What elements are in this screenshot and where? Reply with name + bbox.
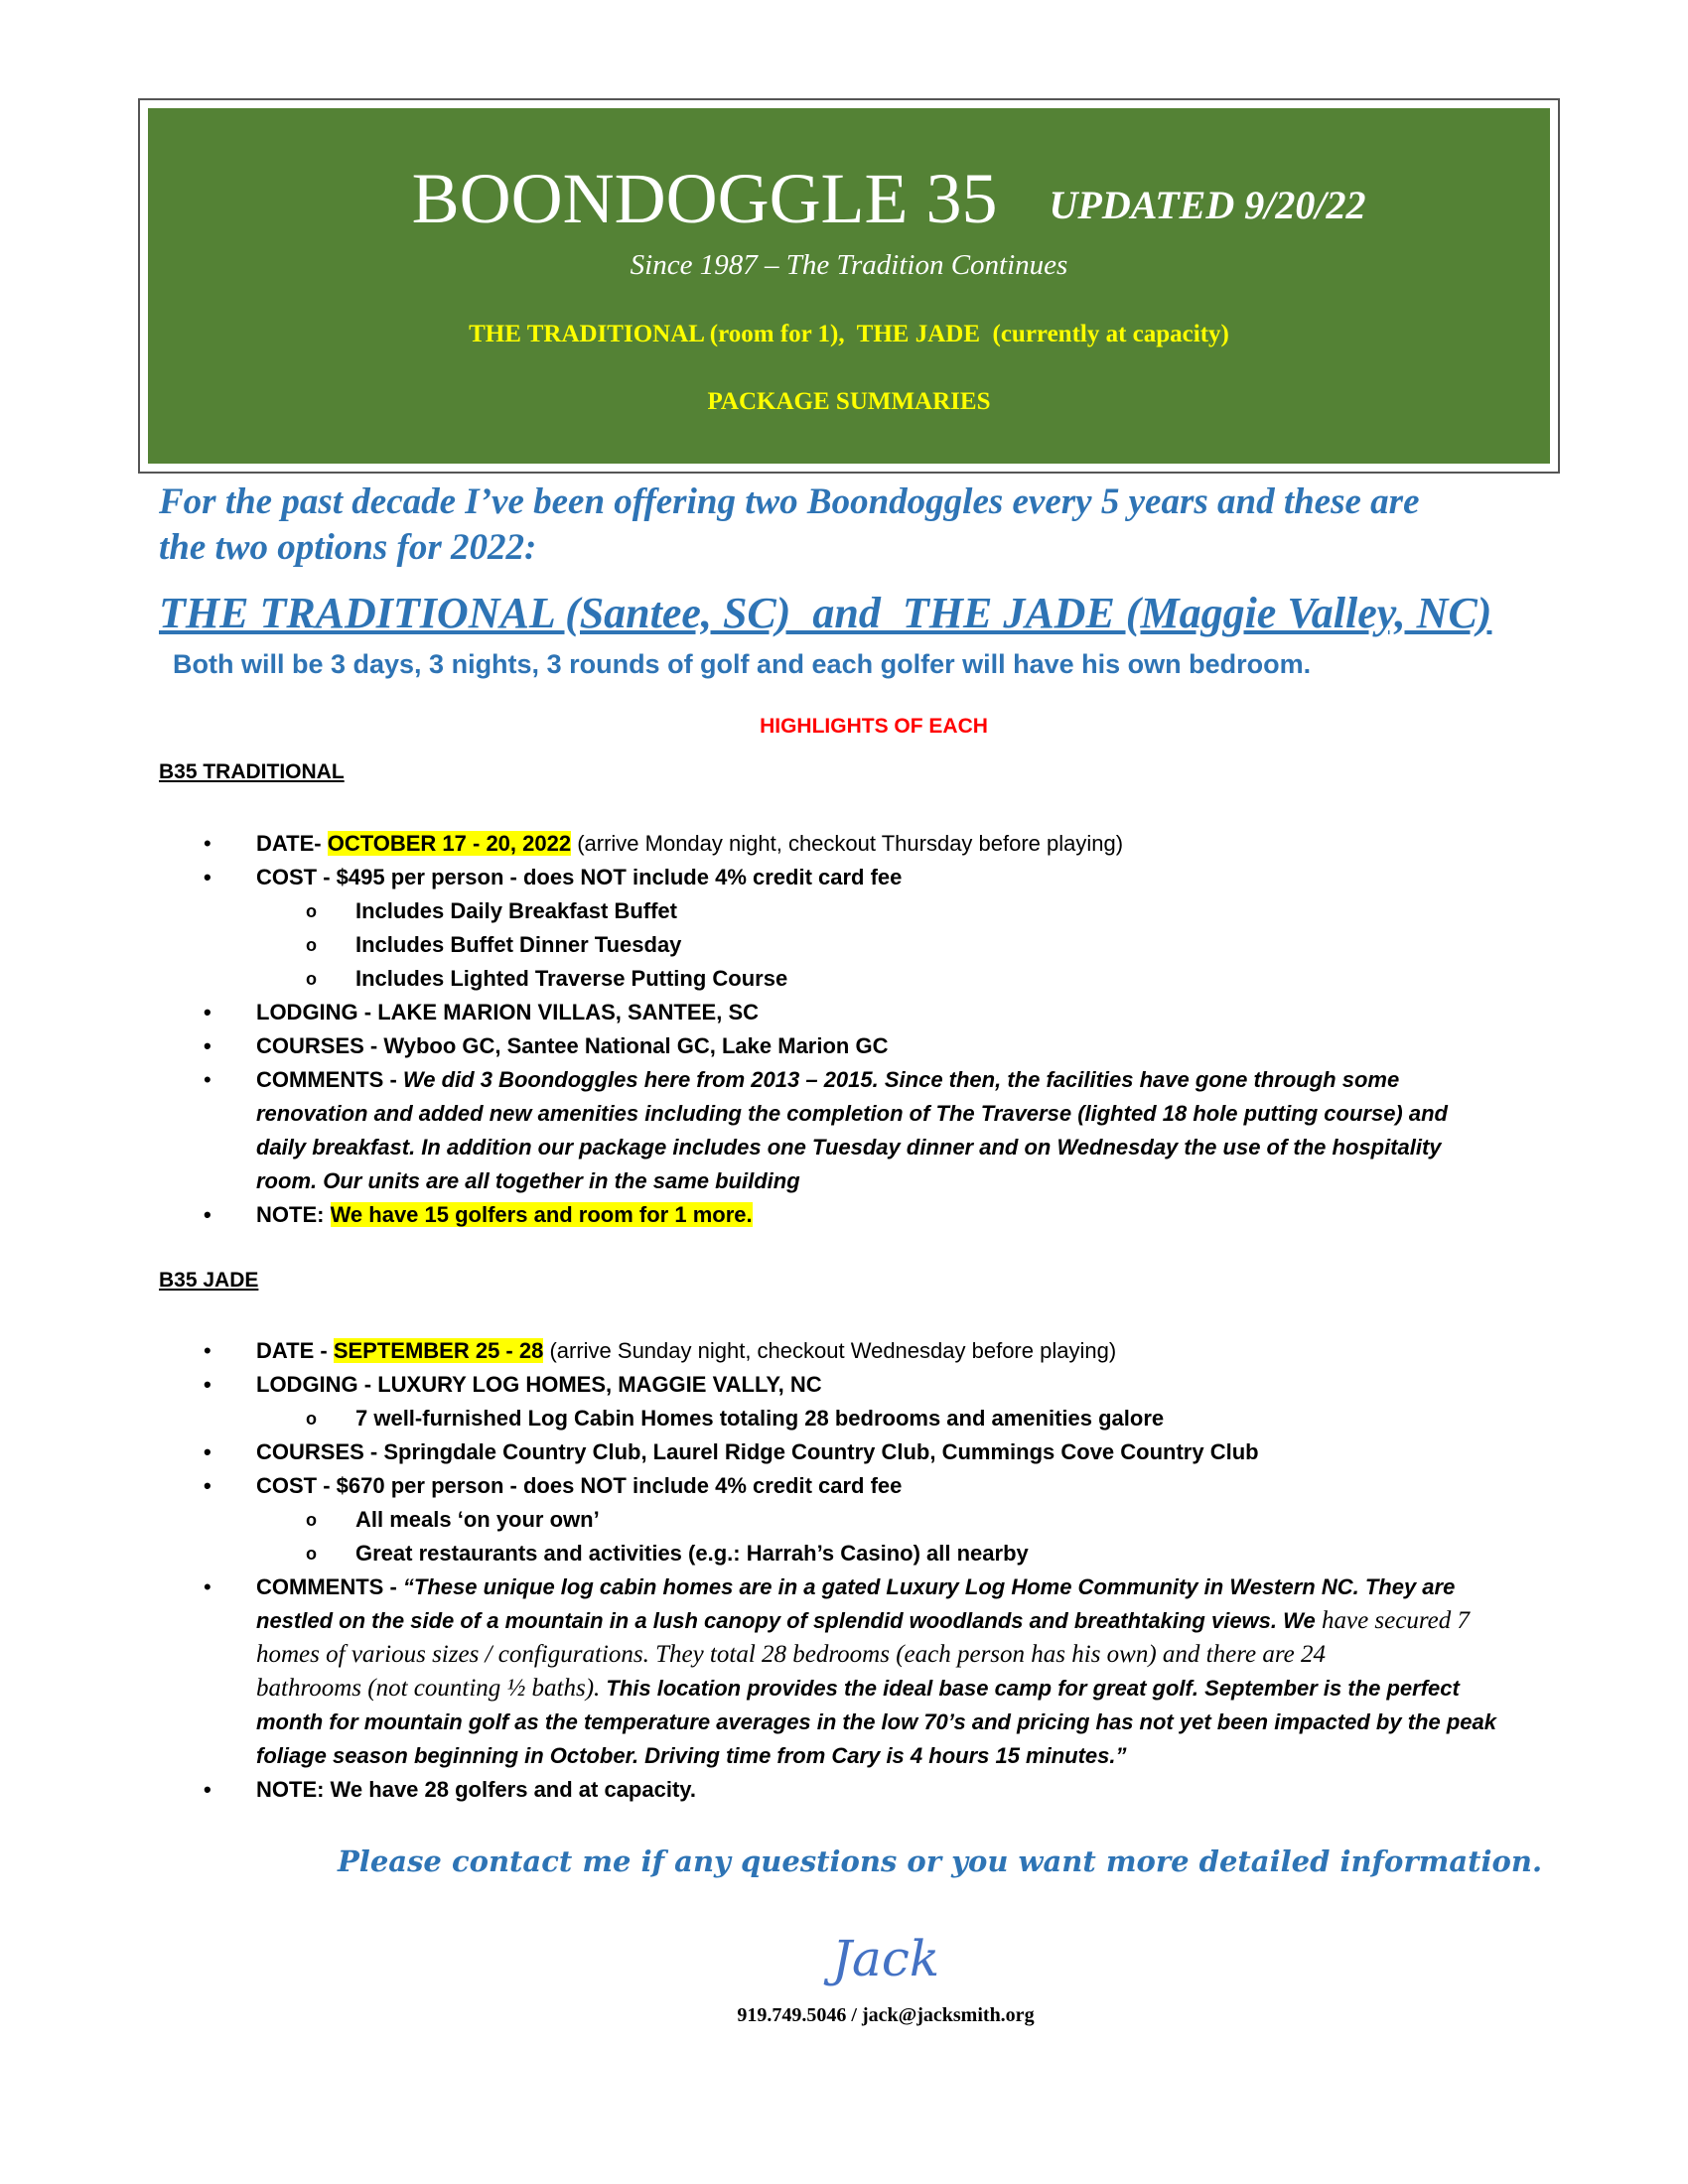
list-item: o Includes Lighted Traverse Putting Course xyxy=(0,962,1688,996)
event-title: BOONDOGGLE 35 xyxy=(411,159,998,238)
jade-date: • DATE - SEPTEMBER 25 - 28 (arrive Sunday night, checkout Wednesday before playing) xyxy=(0,1334,1688,1368)
traditional-comments: • COMMENTS - We did 3 Boondoggles here from 2013 – 2015. Since then, the facilities have gone through some renovation and added new amenities including the completion of The Traverse (lighted 18 hole putting course) and daily breakfast. In addition our package includes one Tuesday dinner and on Wednesday the use of the hospitality room. Our units are all together in the same building xyxy=(0,1063,1688,1198)
traditional-note: • NOTE: We have 15 golfers and room for 1 more. xyxy=(0,1198,1688,1232)
options-title: THE TRADITIONAL (Santee, SC) and THE JADE (Maggie Valley, NC) xyxy=(159,589,1492,637)
highlights-heading: HIGHLIGHTS OF EACH xyxy=(760,715,988,738)
options-summary: Both will be 3 days, 3 nights, 3 rounds of golf and each golfer will have his own bedroom. xyxy=(173,649,1312,679)
header-banner xyxy=(148,108,1550,464)
jade-list xyxy=(0,1334,1688,1807)
jade-cost: • COST - $670 per person - does NOT include 4% credit card fee xyxy=(0,1469,1688,1503)
jade-comments: • COMMENTS - “These unique log cabin homes are in a gated Luxury Log Home Community in Western NC. They are nestled on the side of a mountain in a lush canopy of splendid woodlands and breathtaking views. We have secured 7 homes of various sizes / configurations. They total 28 bedrooms (each person has his own) and there are 24 bathrooms (not counting ½ baths). This location provides the ideal base camp for great golf. September is the perfect month for mountain golf as the temperature averages in the low 70’s and pricing has not yet been impacted by the peak foliage season beginning in October. Driving time from Cary is 4 hours 15 minutes.” xyxy=(0,1570,1688,1773)
list-item: o All meals ‘on your own’ xyxy=(0,1503,1688,1537)
list-item: o Great restaurants and activities (e.g.: Harrah’s Casino) all nearby xyxy=(0,1537,1688,1570)
banner-title xyxy=(148,158,1550,240)
jade-lodging: • LODGING - LUXURY LOG HOMES, MAGGIE VALLY, NC xyxy=(0,1368,1688,1402)
intro-line: For the past decade I’ve been offering two Boondoggles every 5 years and these are xyxy=(159,481,1420,522)
traditional-date: • DATE- OCTOBER 17 - 20, 2022 (arrive Monday night, checkout Thursday before playing) xyxy=(0,827,1688,861)
list-item: o Includes Daily Breakfast Buffet xyxy=(0,894,1688,928)
banner-packages: THE TRADITIONAL (room for 1), THE JADE (currently at capacity) xyxy=(469,321,1229,347)
banner-subtitle: Since 1987 – The Tradition Continues xyxy=(630,249,1068,281)
signature: Jack xyxy=(832,1930,940,1987)
jade-heading: B35 JADE xyxy=(159,1269,259,1292)
traditional-cost: • COST - $495 per person - does NOT include 4% credit card fee xyxy=(0,861,1688,894)
intro-paragraph xyxy=(159,479,1569,571)
list-item: o 7 well-furnished Log Cabin Homes totaling 28 bedrooms and amenities galore xyxy=(0,1402,1688,1435)
traditional-courses: • COURSES - Wyboo GC, Santee National GC, Lake Marion GC xyxy=(0,1029,1688,1063)
jade-courses: • COURSES - Springdale Country Club, Laurel Ridge Country Club, Cummings Cove Country Club xyxy=(0,1435,1688,1469)
jade-date-value: SEPTEMBER 25 - 28 xyxy=(333,1338,544,1363)
traditional-lodging: • LODGING - LAKE MARION VILLAS, SANTEE, SC xyxy=(0,996,1688,1029)
intro-line: the two options for 2022: xyxy=(159,527,537,568)
traditional-list xyxy=(0,827,1688,1232)
traditional-heading: B35 TRADITIONAL xyxy=(159,760,345,783)
jade-note: • NOTE: We have 28 golfers and at capacity. xyxy=(0,1773,1688,1807)
list-item: o Includes Buffet Dinner Tuesday xyxy=(0,928,1688,962)
banner-summaries: PACKAGE SUMMARIES xyxy=(707,388,991,415)
contact-line: Please contact me if any questions or you want more detailed information. xyxy=(338,1844,1543,1878)
contact-footer: 919.749.5046 / jack@jacksmith.org xyxy=(737,2004,1035,2026)
updated-date: UPDATED 9/20/22 xyxy=(1049,183,1366,227)
header-banner-frame xyxy=(138,98,1560,474)
traditional-note-value: We have 15 golfers and room for 1 more. xyxy=(330,1202,753,1227)
traditional-date-value: OCTOBER 17 - 20, 2022 xyxy=(327,831,572,856)
